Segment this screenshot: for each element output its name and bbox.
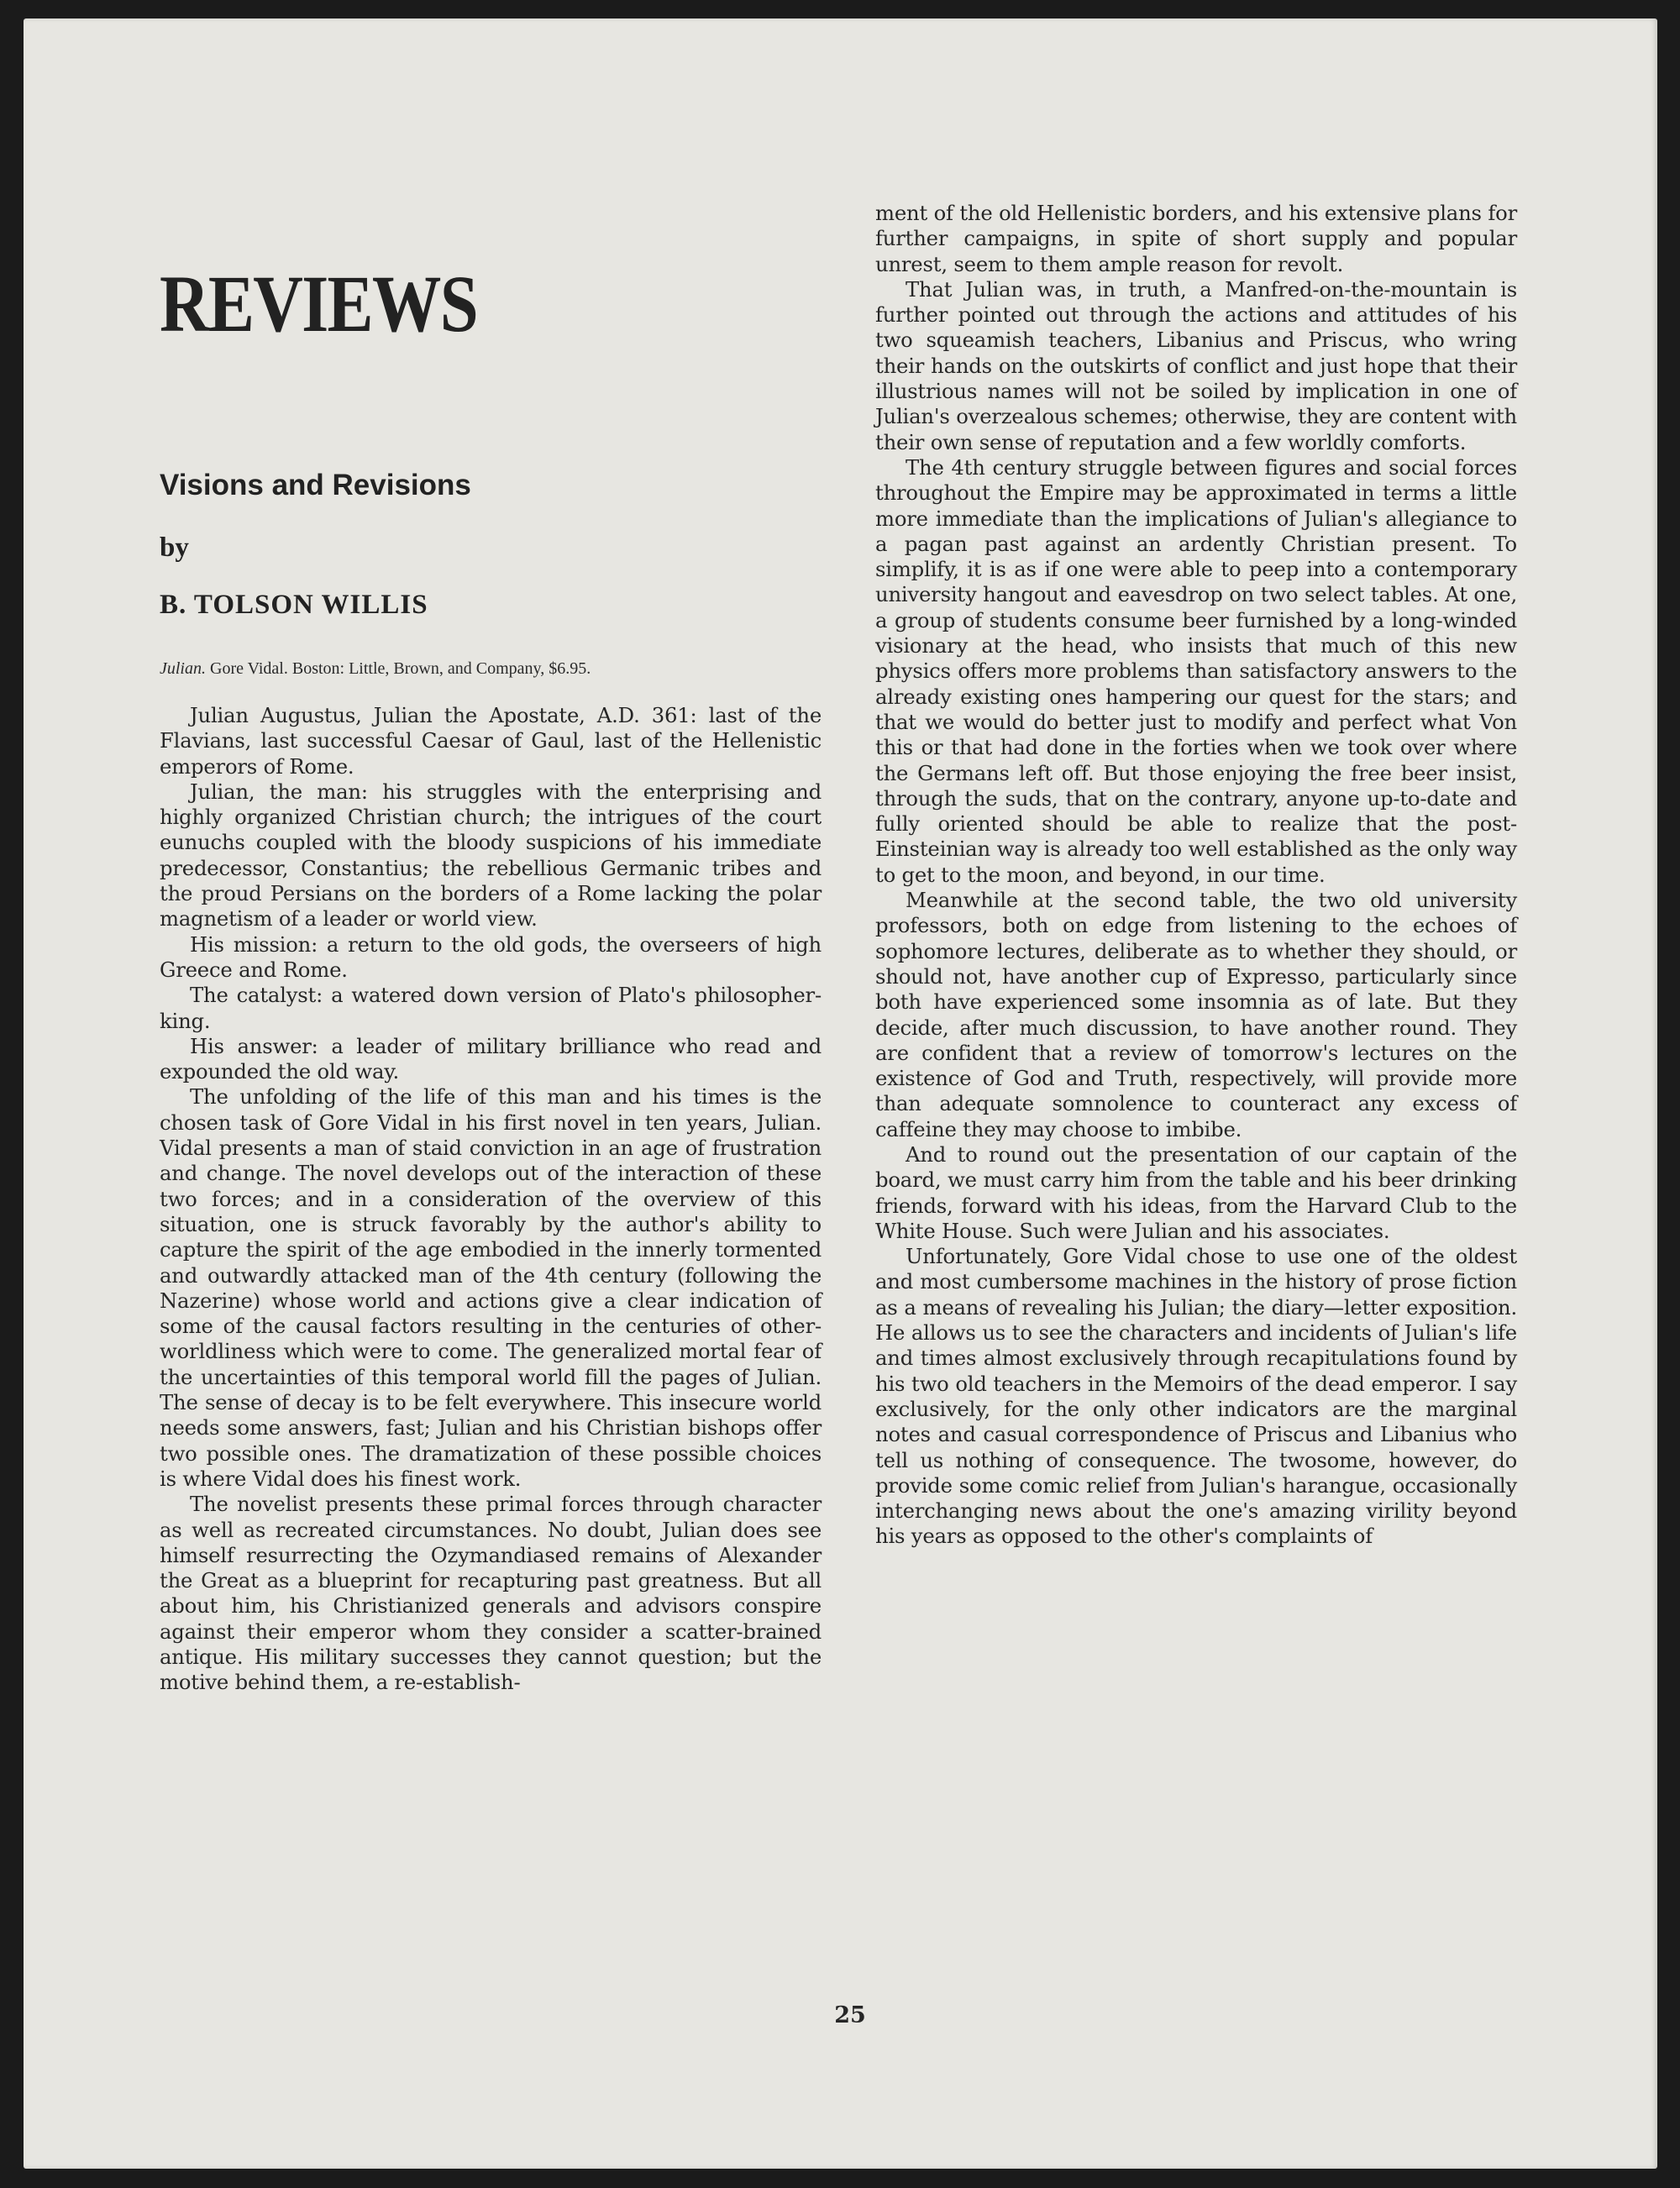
left-column: [160, 703, 822, 1696]
paragraph: The novelist presents these primal forces through character as well as recreated circumstances. No doubt, Julian does see himself resurrecting the Ozymandiased remains of Alexander the Great as a blueprint for recapturing past greatness. But all about him, his Christianized generals and advisors conspire against their emperor whom they consider a scatter-brained antique. His military successes they cannot question; but the motive behind them, a re-establish-: [160, 1492, 822, 1695]
paragraph: That Julian was, in truth, a Manfred-on-the-mountain is further pointed out through the actions and attitudes of his two squeamish teachers, Libanius and Priscus, who wring their hands on the outskirts of conflict and just hope that their illustrious names will not be soiled by implication in one of Julian's overzealous schemes; otherwise, they are content with their own sense of reputation and a few worldly comforts.: [875, 276, 1517, 454]
paragraph: His mission: a return to the old gods, the overseers of high Greece and Rome.: [160, 931, 822, 982]
byline: by: [160, 533, 189, 563]
paragraph: The 4th century struggle between figures and social forces throughout the Empire may be approximated in terms a little more immediate than the implications of Julian's allegiance to a pagan past against an ardently Christian present. To simplify, it is as if one were able to peep into a contemporary university hangout and eavesdrop on two select tables. At one, a group of students consume beer furnished by a long-winded visionary at the head, who insists that much of this new physics offers more problems than satisfactory answers to the already existing ones hampering our quest for the stars; and that we would do better just to modify and perfect what Von this or that had done in the forties when we took over where the Germans left off. But those enjoying the free beer insist, through the suds, that on the contrary, anyone up-to-date and fully oriented should be able to realize that the post-Einsteinian way is already too well established as the only way to get to the moon, and beyond, in our time.: [875, 454, 1517, 887]
paragraph: Meanwhile at the second table, the two old university professors, both on edge from listening to the echoes of sophomore lectures, deliberate as to whether they should, or should not, have another cup of Expresso, particularly since both have experienced some insomnia as of late. But they decide, after much discussion, to have another round. They are confident that a review of tomorrow's lectures on the existence of God and Truth, respectively, will provide more than adequate somnolence to counteract any excess of caffeine they may choose to imbibe.: [875, 888, 1517, 1141]
right-column: [875, 201, 1517, 1550]
paragraph: The unfolding of the life of this man and his times is the chosen task of Gore Vidal in his first novel in ten years, Julian. Vidal presents a man of staid conviction in an age of frustration and change. The novel develops out of the interaction of these two forces; and in a consideration of the overview of this situation, one is struck favorably by the author's ability to capture the spirit of the age embodied in the innerly tormented and outwardly attacked man of the 4th century (following the Nazerine) whose world and actions give a clear indication of some of the causal factors resulting in the centuries of other-worldliness which were to come. The generalized mortal fear of the uncertainties of this temporal world fill the pages of Julian. The sense of decay is to be felt everywhere. This insecure world needs some answers, fast; Julian and his Christian bishops offer two possible ones. The dramatization of these possible choices is where Vidal does his finest work.: [160, 1084, 822, 1491]
paragraph: His answer: a leader of military brilliance who read and expounded the old way.: [160, 1033, 822, 1084]
paragraph: Julian, the man: his struggles with the enterprising and highly organized Christian church; the intrigues of the court eunuchs coupled with the bloody suspicions of his immediate predecessor, Constantius; the rebellious Germanic tribes and the proud Persians on the borders of a Rome lacking the polar magnetism of a leader or world view.: [160, 779, 822, 931]
paragraph-continued: ment of the old Hellenistic borders, and his extensive plans for further campaigns, in spite of short supply and popular unrest, seem to them ample reason for revolt.: [875, 201, 1517, 276]
book-details: Gore Vidal. Boston: Little, Brown, and Company, $6.95.: [210, 659, 591, 678]
author-name: B. TOLSON WILLIS: [160, 590, 428, 620]
review-title: Visions and Revisions: [160, 469, 471, 501]
book-title: Julian.: [160, 659, 206, 678]
page-number: 25: [834, 2002, 866, 2028]
book-citation: [160, 657, 822, 681]
journal-page: [24, 18, 1657, 2169]
paragraph: And to round out the presentation of our captain of the board, we must carry him from the table and his beer drinking friends, forward with his ideas, from the Harvard Club to the White House. Such were Julian and his associates.: [875, 1141, 1517, 1243]
paragraph: The catalyst: a watered down version of Plato's philosopher-king.: [160, 983, 822, 1033]
paragraph: Unfortunately, Gore Vidal chose to use one of the oldest and most cumbersome machines in the history of prose fiction as a means of revealing his Julian; the diary—letter exposition. He allows us to see the characters and incidents of Julian's life and times almost exclusively through recapitulations found by his two old teachers in the Memoirs of the dead emperor. I say exclusively, for the only other indicators are the marginal notes and casual correspondence of Priscus and Libanius who tell us nothing of consequence. The twosome, however, do provide some comic relief from Julian's harangue, occasionally interchanging news about the one's amazing virility beyond his years as opposed to the other's complaints of: [875, 1244, 1517, 1549]
paragraph: Julian Augustus, Julian the Apostate, A.D. 361: last of the Flavians, last successful Caesar of Gaul, last of the Hellenistic emperors of Rome.: [160, 703, 822, 779]
section-headline: REVIEWS: [160, 259, 477, 349]
